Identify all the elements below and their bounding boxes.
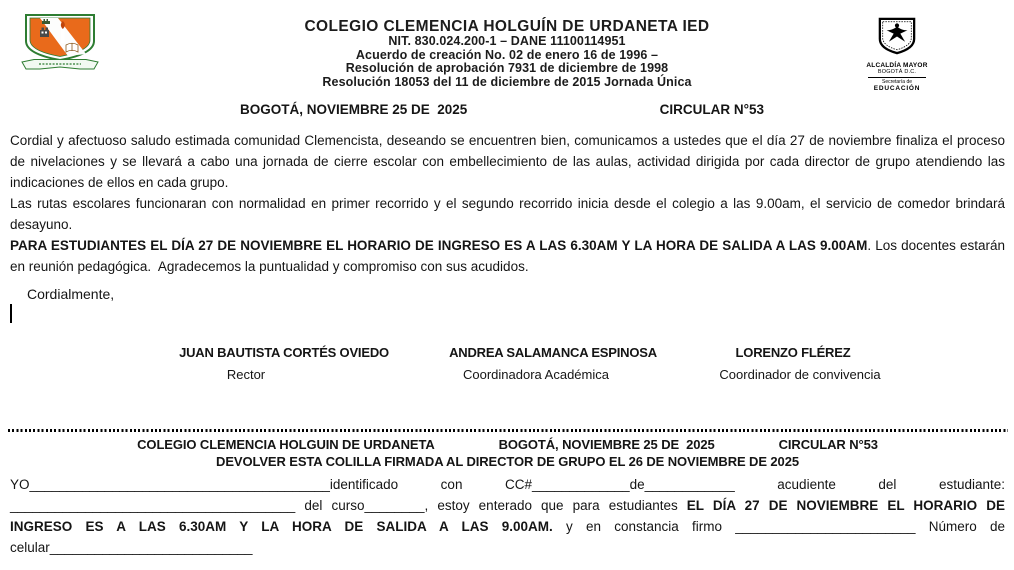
- return-slip: [10, 437, 1005, 558]
- coordinadora-academica-name: ANDREA SALAMANCA ESPINOSA: [449, 345, 657, 360]
- slip-school-name: COLEGIO CLEMENCIA HOLGUIN DE URDANETA: [137, 437, 435, 452]
- slip-student-blank: ______________________________________: [10, 498, 296, 513]
- slip-enterado-text: , estoy enterado que para estudiantes: [424, 498, 687, 513]
- slip-curso-label: del curso: [295, 498, 365, 513]
- slip-name-blank: ________________________________________: [29, 477, 330, 492]
- slip-horario-bold-2: INGRESO ES A LAS 6.30AM Y LA HORA DE SALIDA A LAS 9.00AM.: [10, 519, 553, 534]
- slip-cc-blank: _____________: [532, 477, 630, 492]
- slip-line-4: [10, 537, 1005, 558]
- horario-rest-text: . Los docentes estarán en reunión pedagógica. Agradecemos la puntualidad y compromiso con sus acudidos.: [10, 238, 1005, 274]
- bogota-coat-of-arms-icon: [876, 16, 918, 56]
- resolucion-line-1: Resolución de aprobación 7931 de diciembre de 1998: [345, 61, 669, 75]
- school-crest-logo: [16, 12, 102, 79]
- slip-de-label: de: [629, 477, 645, 492]
- school-name: COLEGIO CLEMENCIA HOLGUÍN DE URDANETA IED: [304, 18, 710, 35]
- slip-instruction: DEVOLVER ESTA COLILLA FIRMADA AL DIRECTOR DE GRUPO EL 26 DE NOVIEMBRE DE 2025: [216, 454, 799, 469]
- letter-body: [0, 130, 1014, 277]
- rector-title: Rector: [226, 367, 266, 382]
- slip-curso-blank: ________: [364, 498, 425, 513]
- slip-line-3: [10, 516, 1005, 537]
- coordinadora-academica-title: Coordinadora Académica: [463, 367, 609, 382]
- city-date: BOGOTÁ, NOVIEMBRE 25 DE 2025: [240, 102, 468, 117]
- city-logo-line2: BOGOTÁ D.C.: [877, 69, 917, 75]
- city-logo-divider: [868, 77, 926, 78]
- circular-number: CIRCULAR N°53: [659, 102, 764, 117]
- slip-celular-blank: ___________________________: [49, 540, 253, 555]
- city-logo-line1: ALCALDÍA MAYOR: [866, 62, 928, 69]
- horario-bold-text: PARA ESTUDIANTES EL DÍA 27 DE NOVIEMBRE EL HORARIO DE INGRESO ES A LAS 6.30AM Y LA HORA DE SALIDA A LAS 9.00AM: [10, 238, 868, 253]
- rector-name: JUAN BAUTISTA CORTÉS OVIEDO: [179, 345, 389, 360]
- coordinador-convivencia-title: Coordinador de convivencia: [719, 367, 881, 382]
- slip-de-blank: ____________: [644, 477, 735, 492]
- slip-identificado-text: identificado con CC#: [329, 477, 532, 492]
- signature-block: [0, 345, 1014, 389]
- slip-yo-label: YO: [10, 477, 30, 492]
- slip-horario-bold-1: EL DÍA 27 DE NOVIEMBRE EL HORARIO DE: [686, 498, 1005, 513]
- acuerdo-line: Acuerdo de creación No. 02 de enero 16 de 1996 –: [355, 47, 659, 62]
- crest-book-icon: [66, 43, 78, 52]
- slip-firma-blank: ________________________: [735, 519, 916, 534]
- alcaldia-bogota-logo: [858, 16, 936, 92]
- city-logo-line4: EDUCACIÓN: [873, 85, 921, 92]
- resolucion-line-2: Resolución 18053 del 11 de diciembre de 2015 Jornada Única: [322, 74, 692, 89]
- nit-dane-line: NIT. 830.024.200-1 – DANE 11100114951: [388, 34, 626, 48]
- text-cursor: [10, 304, 12, 323]
- slip-line-2: [10, 495, 1005, 516]
- coordinador-convivencia-name: LORENZO FLÉREZ: [735, 345, 851, 360]
- paragraph-greeting: Cordial y afectuoso saludo estimada comunidad Clemencista, deseando se encuentren bien, comunicamos a ustedes que el día 27 de noviembre finaliza el proceso de nivelaciones y se llevará a cabo una jornada de cierre escolar con embellecimiento de las aulas, actividad dirigida por cada director de grupo atendiendo las indicaciones de ellos en cada grupo.: [10, 133, 1005, 190]
- slip-constancia-text: y en constancia firmo: [552, 519, 736, 534]
- slip-line-1: [10, 474, 1005, 495]
- slip-header: [10, 437, 1005, 452]
- slip-numero-text: Número de: [915, 519, 1005, 534]
- closing-salutation: Cordialmente,: [27, 286, 115, 302]
- crest-torch-icon: [61, 21, 65, 43]
- dateline: [0, 102, 1014, 117]
- school-crest-icon: [16, 12, 102, 74]
- slip-city-date: BOGOTÁ, NOVIEMBRE 25 DE 2025: [498, 437, 715, 452]
- slip-acudiente-text: acudiente del estudiante:: [734, 477, 1005, 492]
- slip-circular-number: CIRCULAR N°53: [778, 437, 878, 452]
- city-logo-line3: Secretaría de: [881, 79, 913, 85]
- paragraph-horario: [10, 235, 1005, 277]
- dotted-cut-line: [8, 429, 1008, 432]
- slip-celular-label: celular: [10, 540, 50, 555]
- paragraph-rutas: Las rutas escolares funcionaran con normalidad en primer recorrido y el segundo recorrido inicia desde el colegio a las 9.00am, el servicio de comedor brindará desayuno.: [10, 196, 1005, 232]
- slip-body: [10, 474, 1005, 558]
